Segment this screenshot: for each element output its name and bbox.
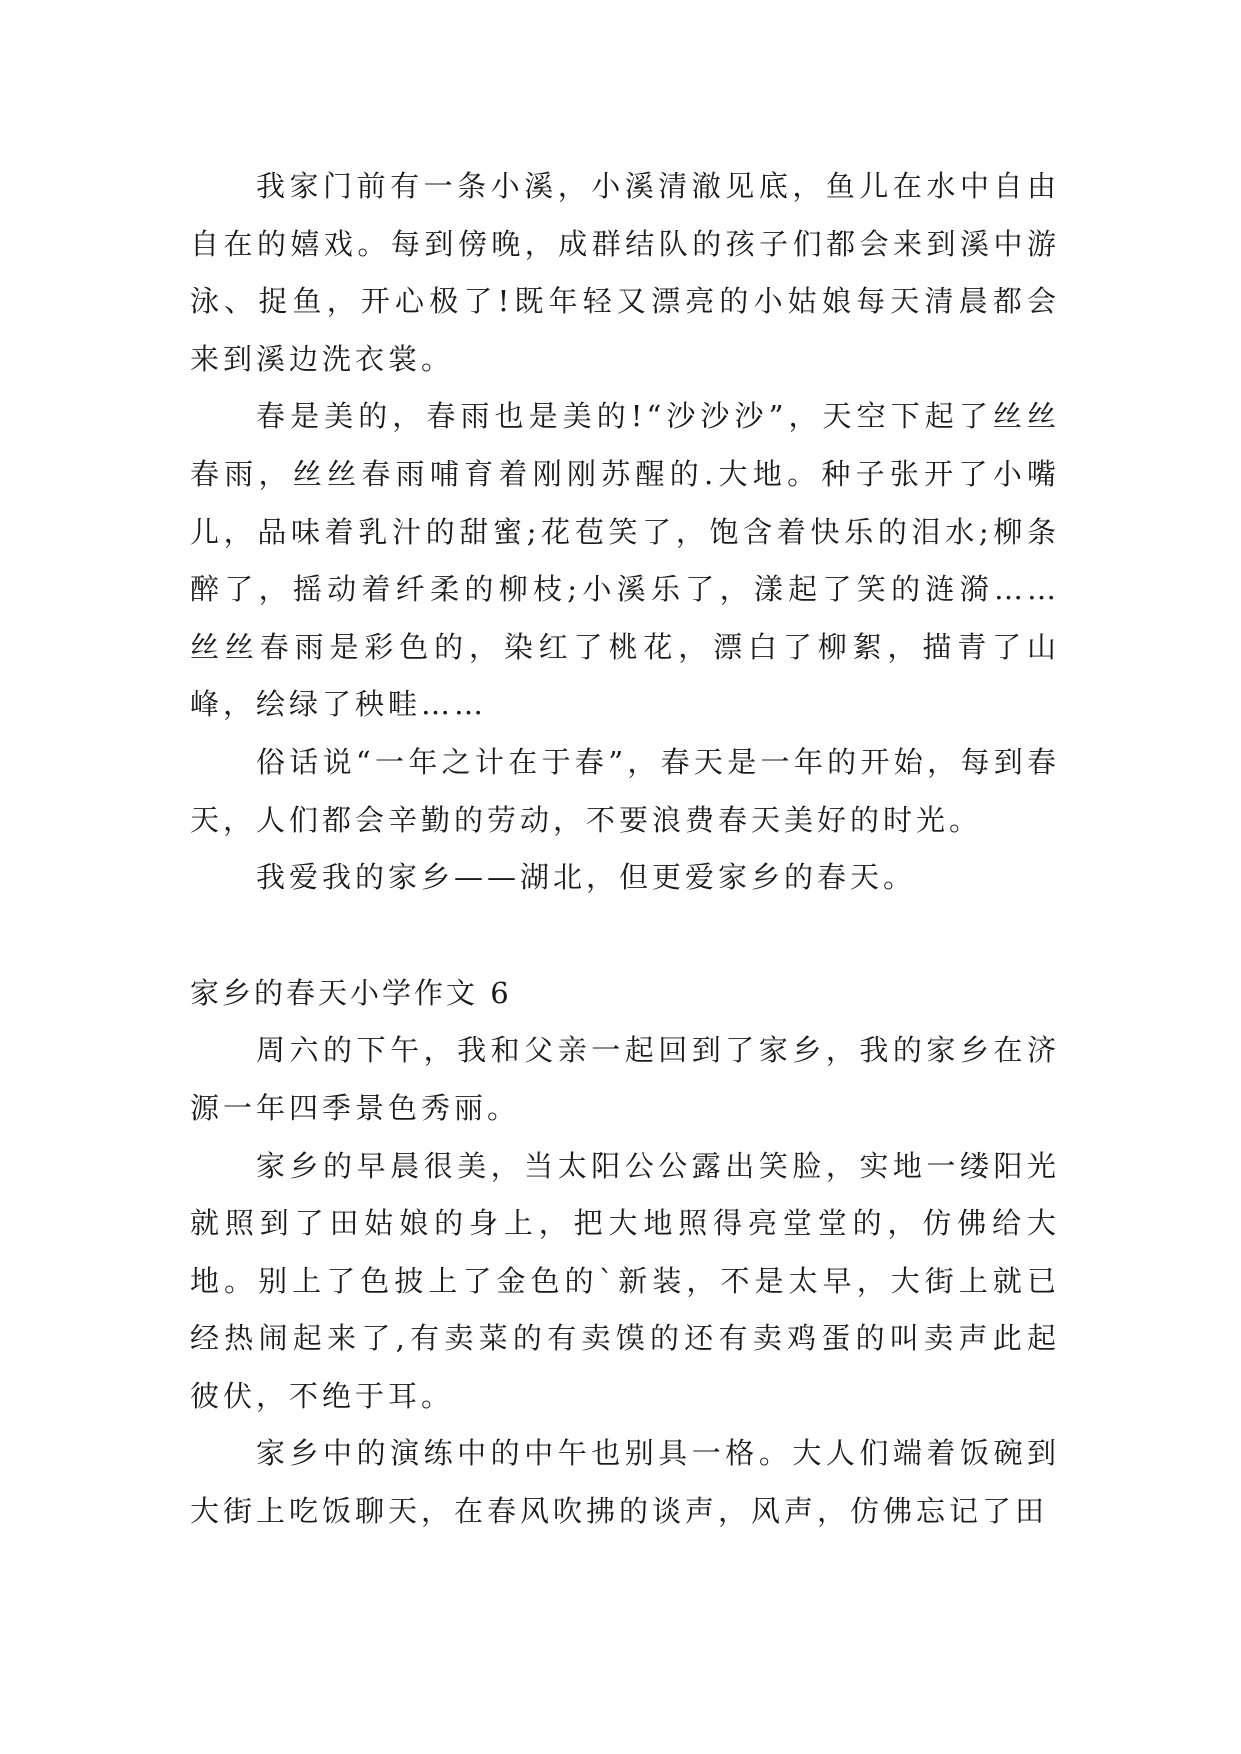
paragraph-spring-rain: 春是美的，春雨也是美的!“沙沙沙”，天空下起了丝丝春雨，丝丝春雨哺育着刚刚苏醒的.大地。种子张开了小嘴儿，品味着乳汁的甜蜜;花苞笑了，饱含着快乐的泪水;柳条醉了，摇动着纤柔的柳枝;小溪乐了，漾起了笑的涟漪……丝丝春雨是彩色的，染红了桃花，漂白了柳絮，描青了山峰，绘绿了秧畦…… [190, 399, 1060, 722]
section-title: 家乡的春天小学作文 6 [190, 975, 512, 1010]
paragraph-morning: 家乡的早晨很美，当太阳公公露出笑脸，实地一缕阳光就照到了田姑娘的身上，把大地照得亮堂堂的，仿佛给大地。别上了色披上了金色的`新装，不是太早，大街上就已经热闹起来了,有卖菜的有卖馍的还有卖鸡蛋的叫卖声此起彼伏，不绝于耳。 [190, 1148, 1060, 1413]
paragraph-noon: 家乡中的演练中的中午也别具一格。大人们端着饭碗到大街上吃饭聊天，在春风吹拂的谈声，风声，仿佛忘记了田 [190, 1436, 1060, 1529]
paragraph-proverb: 俗话说“一年之计在于春”，春天是一年的开始，每到春天，人们都会辛勤的劳动，不要浪费春天美好的时光。 [190, 744, 1060, 837]
paragraph-love-hometown: 我爱我的家乡——湖北，但更爱家乡的春天。 [256, 860, 917, 895]
document-body [190, 158, 1060, 1541]
paragraph-stream: 我家门前有一条小溪，小溪清澈见底，鱼儿在水中自由自在的嬉戏。每到傍晚，成群结队的孩子们都会来到溪中游泳、捉鱼，开心极了!既年轻又漂亮的小姑娘每天清晨都会来到溪边洗衣裳。 [190, 169, 1060, 376]
paragraph-saturday: 周六的下午，我和父亲一起回到了家乡，我的家乡在济源一年四季景色秀丽。 [190, 1033, 1060, 1125]
